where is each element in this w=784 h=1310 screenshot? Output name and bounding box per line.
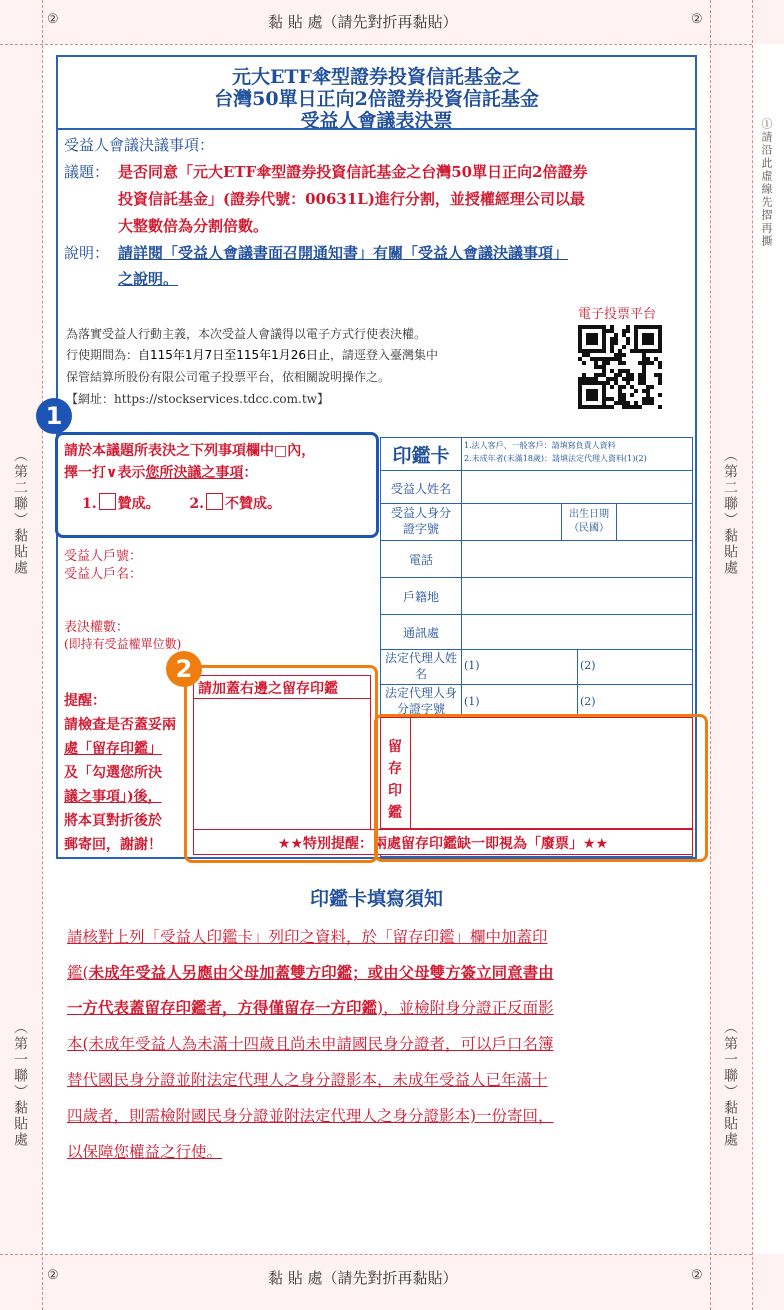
- note-label: 說明：: [64, 244, 110, 262]
- bottom-circle-right: ②: [691, 1268, 703, 1283]
- seal-highlight-left: [184, 665, 378, 863]
- ballot-title-2: 台灣50單日正向2倍證券投資信託基金: [214, 88, 539, 110]
- ballot-title-3: 受益人會議表決票: [300, 110, 453, 132]
- qr-code-icon[interactable]: [578, 325, 662, 409]
- bottom-circle-left: ②: [47, 1268, 59, 1283]
- instruction-line-3b: )，並檢附身分證正反面影: [377, 999, 554, 1017]
- issue-line-2: 投資信託基金」(證券代號：00631L)進行分割，並授權經理公司以最: [118, 190, 585, 208]
- row-phone-value[interactable]: [461, 540, 693, 578]
- seal-card-note-2: 2.未成年者(未滿18歲)：請填法定代理人資料(1)(2): [464, 454, 647, 463]
- tear-note: ①請沿此虛線先摺再撕: [760, 118, 773, 248]
- instruction-line-2a: 鑑(: [67, 964, 89, 982]
- instruction-line-3a: 一方代表蓋留存印鑑者，方得僅留存一方印鑑: [67, 998, 378, 1017]
- row-household-value[interactable]: [461, 577, 693, 615]
- remind-line-3: 及「勾選您所決: [64, 765, 162, 781]
- issue-line-1: 是否同意「元大ETF傘型證券投資信託基金之台灣50單日正向2倍證券: [118, 163, 588, 181]
- row-mail-value[interactable]: [461, 614, 693, 650]
- seal-highlight-right: [374, 714, 708, 862]
- row-agent-name-label: 法定代理人姓名: [384, 651, 457, 682]
- remind-title: 提醒：: [64, 693, 106, 709]
- remind-line-6: 郵寄回，謝謝！: [64, 837, 162, 853]
- tear-line: [752, 0, 753, 1310]
- vote-instruction-2: [64, 462, 257, 482]
- instruction-line-3: [67, 996, 554, 1018]
- remind-line-1: 請檢查是否蓋妥兩: [64, 717, 176, 733]
- row-id-label: 受益人身分證字號: [390, 506, 451, 537]
- right-second-paste: （第二聯）黏貼處: [722, 448, 738, 576]
- option-2-text: 不贊成。: [225, 496, 281, 512]
- birth-value[interactable]: [616, 503, 693, 541]
- instruction-line-2b: 未成年受益人另應由父母加蓋雙方印鑑；或由父母雙方簽立同意書由: [88, 963, 554, 982]
- vote-instruction-1: 請於本議題所表決之下列事項欄中□內，: [64, 443, 316, 459]
- instruction-line-7: 以保障您權益之行使。: [67, 1143, 223, 1161]
- row-id-value[interactable]: [461, 503, 562, 541]
- instruction-line-2: [67, 961, 554, 983]
- vote-options: [82, 493, 281, 513]
- instruction-line-4: 本(未成年受益人為未滿十四歲且尚未申請國民身分證者，可以戶口名簿: [67, 1035, 554, 1053]
- votes-sub-label: (即持有受益權單位數): [64, 637, 182, 651]
- vote-instr-c: 您所決議之事項: [145, 465, 244, 481]
- evote-line-1: 為落實受益人行動主義，本次受益人會議得以電子方式行使表決權。: [66, 327, 427, 341]
- remind-line-2: 處「留存印鑑」: [64, 741, 162, 757]
- evote-line-3: 保管結算所股份有限公司電子投票平台，依相關說明操作之。: [66, 370, 391, 384]
- instructions-title: 印鑑卡填寫須知: [309, 888, 443, 910]
- special-warning: ★★特別提醒：兩處留存印鑑缺一即視為「廢票」★★: [277, 836, 609, 852]
- votes-label: 表決權數：: [64, 620, 130, 635]
- reject-checkbox[interactable]: [206, 493, 223, 510]
- remind-line-4: 議之事項」)後，: [64, 789, 162, 805]
- row-name-label: 受益人姓名: [390, 482, 451, 496]
- birth-label: 出生日期（民國）: [569, 509, 609, 534]
- left-seal-title: 請加蓋右邊之留存印鑑: [198, 681, 338, 697]
- matters-heading: 受益人會議決議事項：: [64, 136, 215, 154]
- option-1-text: 贊成。: [117, 496, 160, 512]
- step-badge-1: 1: [36, 398, 72, 434]
- evote-period-label: 行使期間為：: [66, 348, 139, 362]
- issue-label: 議題：: [64, 163, 110, 181]
- approve-checkbox[interactable]: [99, 493, 116, 510]
- vote-instr-a: 擇一打: [64, 465, 106, 481]
- top-circle-right: ②: [691, 12, 703, 27]
- agent-id-1-label: (1): [464, 695, 480, 708]
- left-second-paste: （第二聯）黏貼處: [12, 448, 28, 576]
- row-name-value[interactable]: [461, 470, 693, 504]
- note-line-2: 之說明。: [118, 270, 179, 288]
- row-household-label: 戶籍地: [402, 590, 439, 604]
- agent-name-2-label: (2): [580, 659, 596, 672]
- remind-line-5: 將本頁對折後於: [64, 813, 162, 829]
- agent-name-1-label: (1): [464, 659, 480, 672]
- seal-card-title: 印鑑卡: [392, 445, 450, 467]
- right-seal-label: 留存印鑑: [388, 739, 402, 821]
- evote-period: 自115年1月7日至115年1月26日止: [138, 348, 330, 362]
- evote-line-2: [66, 346, 438, 363]
- issue-line-3: 大整數倍為分割倍數。: [118, 217, 269, 235]
- bottom-paste-label: 黏 貼 處（請先對折再黏貼）: [268, 1269, 458, 1287]
- evote-period-tail: ，請逕登入臺灣集中: [330, 348, 439, 362]
- note-line-1: 請詳閱「受益人會議書面召開通知書」有關「受益人會議決議事項」: [118, 244, 569, 262]
- top-circle-left: ②: [47, 12, 59, 27]
- row-phone-label: 電話: [408, 553, 433, 567]
- vote-instr-d: ：: [243, 465, 258, 481]
- option-1-number: 1.: [82, 496, 97, 512]
- title-rule: [56, 128, 697, 130]
- vote-instr-b: ∨表示: [106, 465, 146, 481]
- account-name-label: 受益人戶名：: [64, 567, 143, 582]
- agent-id-2-label: (2): [580, 695, 596, 708]
- step-badge-2: 2: [166, 651, 202, 687]
- top-paste-label: 黏 貼 處（請先對折再黏貼）: [268, 13, 458, 31]
- left-first-paste: （第一聯）黏貼處: [12, 1020, 28, 1148]
- fold-line-right: [710, 0, 711, 1310]
- instruction-line-5: 替代國民身分證並附法定代理人之身分證影本，未成年受益人已年滿十: [67, 1071, 548, 1089]
- instruction-line-6: 四歲者，則需檢附國民身分證並附法定代理人之身分證影本)一份寄回，: [67, 1107, 554, 1125]
- account-number-label: 受益人戶號：: [64, 549, 143, 564]
- right-first-paste: （第一聯）黏貼處: [722, 1020, 738, 1148]
- instruction-line-1: 請核對上列「受益人印鑑卡」列印之資料，於「留存印鑑」欄中加蓋印: [67, 928, 548, 946]
- row-mail-label: 通訊處: [402, 626, 439, 640]
- fold-line-left: [42, 0, 43, 1310]
- ballot-title-1: 元大ETF傘型證券投資信託基金之: [231, 66, 522, 88]
- evote-platform-title: 電子投票平台: [578, 307, 657, 322]
- fold-line-bottom: [0, 1254, 752, 1255]
- seal-card-note-1: 1.法人客戶、一般客戶：請填寫負責人資料: [464, 441, 616, 450]
- option-2-number: 2.: [189, 496, 204, 512]
- fold-line-top: [0, 44, 752, 45]
- evote-url[interactable]: 【網址：https://stockservices.tdcc.com.tw】: [66, 392, 329, 406]
- row-agent-id-label: 法定代理人身分證字號: [384, 686, 457, 717]
